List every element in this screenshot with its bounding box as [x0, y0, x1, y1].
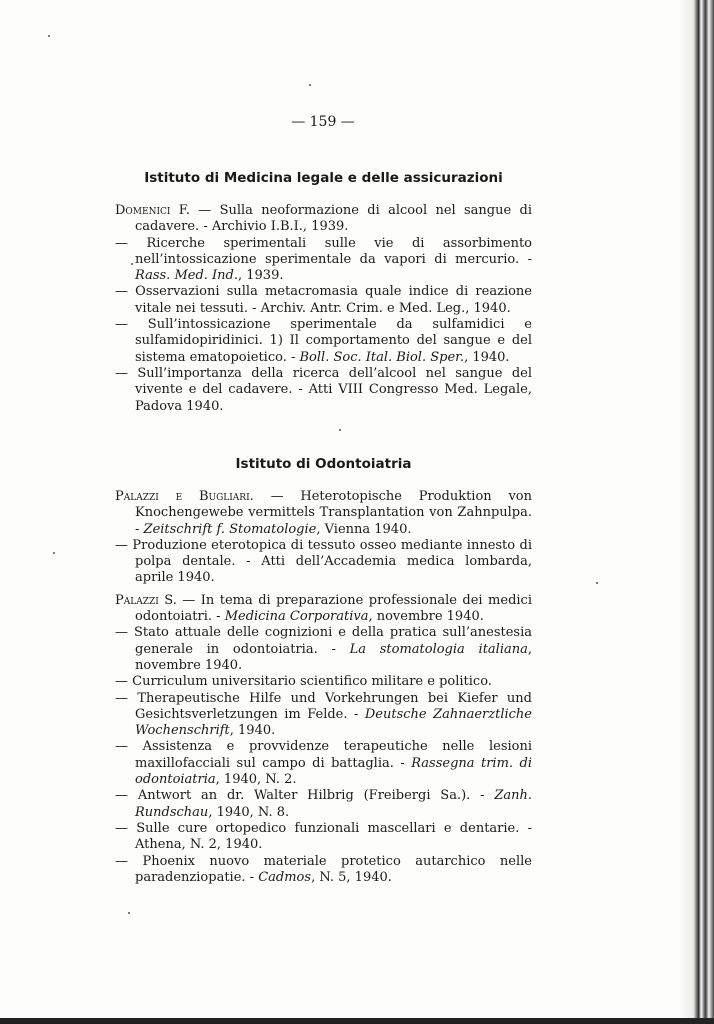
entry-journal: La stomatologia italiana	[349, 641, 528, 657]
bibliography-entry	[115, 788, 532, 821]
bibliography-entry	[115, 489, 532, 538]
entry-tail: , 1940, N. 8.	[208, 804, 290, 820]
entry-tail: , N. 5, 1940.	[311, 869, 392, 885]
section-title-medicina-legale: Istituto di Medicina legale e delle assicurazioni	[144, 170, 503, 186]
entry-text: — In tema di preparazione professionale dei medici odontoiatri. -	[135, 592, 532, 625]
entry-text: — Sulle cure ortopedico funzionali mascellari e dentarie. - Athena, N. 2, 1940.	[115, 820, 532, 853]
bibliography-entry	[115, 284, 532, 317]
page-number: — 159 —	[291, 114, 355, 130]
entry-text: — Ricerche sperimentali sulle vie di assorbimento nell’intossicazione sperimentale da vapori di mercurio. -	[115, 235, 532, 267]
entry-tail: , novembre 1940.	[368, 609, 484, 625]
entry-tail: , 1940.	[229, 723, 276, 739]
bibliography-entry	[115, 625, 532, 674]
entry-journal: Rass. Med. Ind.	[135, 268, 238, 284]
scan-speck	[48, 35, 50, 37]
bibliography-entry	[115, 236, 532, 285]
entry-text: — Osservazioni sulla metacromasia quale indice di reazione vitale nei tessuti. - Archiv. Antr. Crim. e Med. Leg., 1940.	[115, 284, 532, 316]
entry-journal: Deutsche Zahnaerztliche Wochenschrift	[135, 706, 532, 739]
page-bottom-edge	[0, 1018, 714, 1024]
bibliography-entry	[115, 538, 532, 587]
bibliography-list-medicina-legale	[115, 203, 532, 415]
entry-text: — Sull’importanza della ricerca dell’alcool nel sangue del vivente e del cadavere. - Atti VIII Congresso Med. Legale, Padova 1940.	[115, 365, 532, 414]
entry-author: Palazzi e Bugliari.	[115, 489, 254, 504]
scan-speck	[309, 84, 311, 86]
entry-text: — Curriculum universitario scientifico militare e politico.	[115, 674, 492, 690]
bibliography-entry	[115, 593, 532, 626]
bibliography-entry	[115, 366, 532, 415]
entry-tail: , 1940.	[464, 349, 510, 365]
entry-journal: Boll. Soc. Ital. Biol. Sper.	[299, 349, 465, 365]
entry-text: — Stato attuale delle cognizioni e della pratica sull’anestesia generale in odontoiatria. -	[115, 625, 532, 657]
scan-speck	[131, 263, 133, 265]
entry-text: — Sulla neoformazione di alcool nel sangue di cadavere. - Archivio I.B.I., 1939.	[135, 203, 532, 235]
entry-tail: , novembre 1940.	[135, 641, 532, 673]
page-binding-edge	[680, 0, 714, 1024]
entry-tail: , 1939.	[238, 268, 284, 284]
bibliography-entry	[115, 854, 532, 887]
scan-speck	[53, 552, 55, 554]
scan-speck	[339, 429, 341, 431]
scan-speck	[128, 912, 130, 914]
entry-author: Domenici F.	[115, 203, 190, 218]
bibliography-entry	[115, 203, 532, 236]
bibliography-entry	[115, 739, 532, 788]
entry-text: — Heterotopische Produktion von Knochengewebe vermittels Transplantation von Zahnpulpa. -	[135, 489, 532, 537]
entry-text: — Produzione eterotopica di tessuto osseo mediante innesto di polpa dentale. - Atti dell’Accademia medica lombarda, aprile 1940.	[115, 537, 532, 586]
entry-text: — Therapeutische Hilfe und Vorkehrungen bei Kiefer und Gesichtsverletzungen im Felde. -	[115, 690, 532, 722]
entry-text: — Phoenix nuovo materiale protetico autarchico nelle paradenziopatie. -	[115, 853, 532, 885]
entry-journal: Zanh. Rundschau	[135, 788, 532, 820]
bibliography-entry	[115, 317, 532, 366]
entry-text: — Antwort an dr. Walter Hilbrig (Freibergi Sa.). -	[115, 788, 495, 804]
entry-tail: , 1940, N. 2.	[215, 772, 297, 788]
bibliography-list-odontoiatria	[115, 489, 532, 886]
scan-speck	[596, 582, 598, 584]
entry-journal: Rassegna trim. di odontoiatria	[135, 755, 532, 788]
bibliography-entry	[115, 821, 532, 854]
bibliography-entry	[115, 674, 532, 690]
entry-author: Palazzi S.	[115, 592, 177, 608]
entry-journal: Cadmos	[258, 869, 312, 885]
section-title-odontoiatria: Istituto di Odontoiatria	[235, 456, 412, 472]
entry-text: — Assistenza e provvidenze terapeutiche nelle lesioni maxillofacciali sul campo di battaglia. -	[115, 739, 532, 771]
bibliography-entry	[115, 691, 532, 740]
entry-tail: , Vienna 1940.	[316, 521, 412, 537]
entry-journal: Zeitschrift f. Stomatologie	[143, 521, 317, 537]
entry-text: — Sull’intossicazione sperimentale da sulfamidici e sulfamidopiridinici. 1) Il comportamento del sangue e del sistema ematopoietico. -	[115, 317, 532, 365]
entry-journal: Medicina Corporativa	[224, 609, 369, 625]
